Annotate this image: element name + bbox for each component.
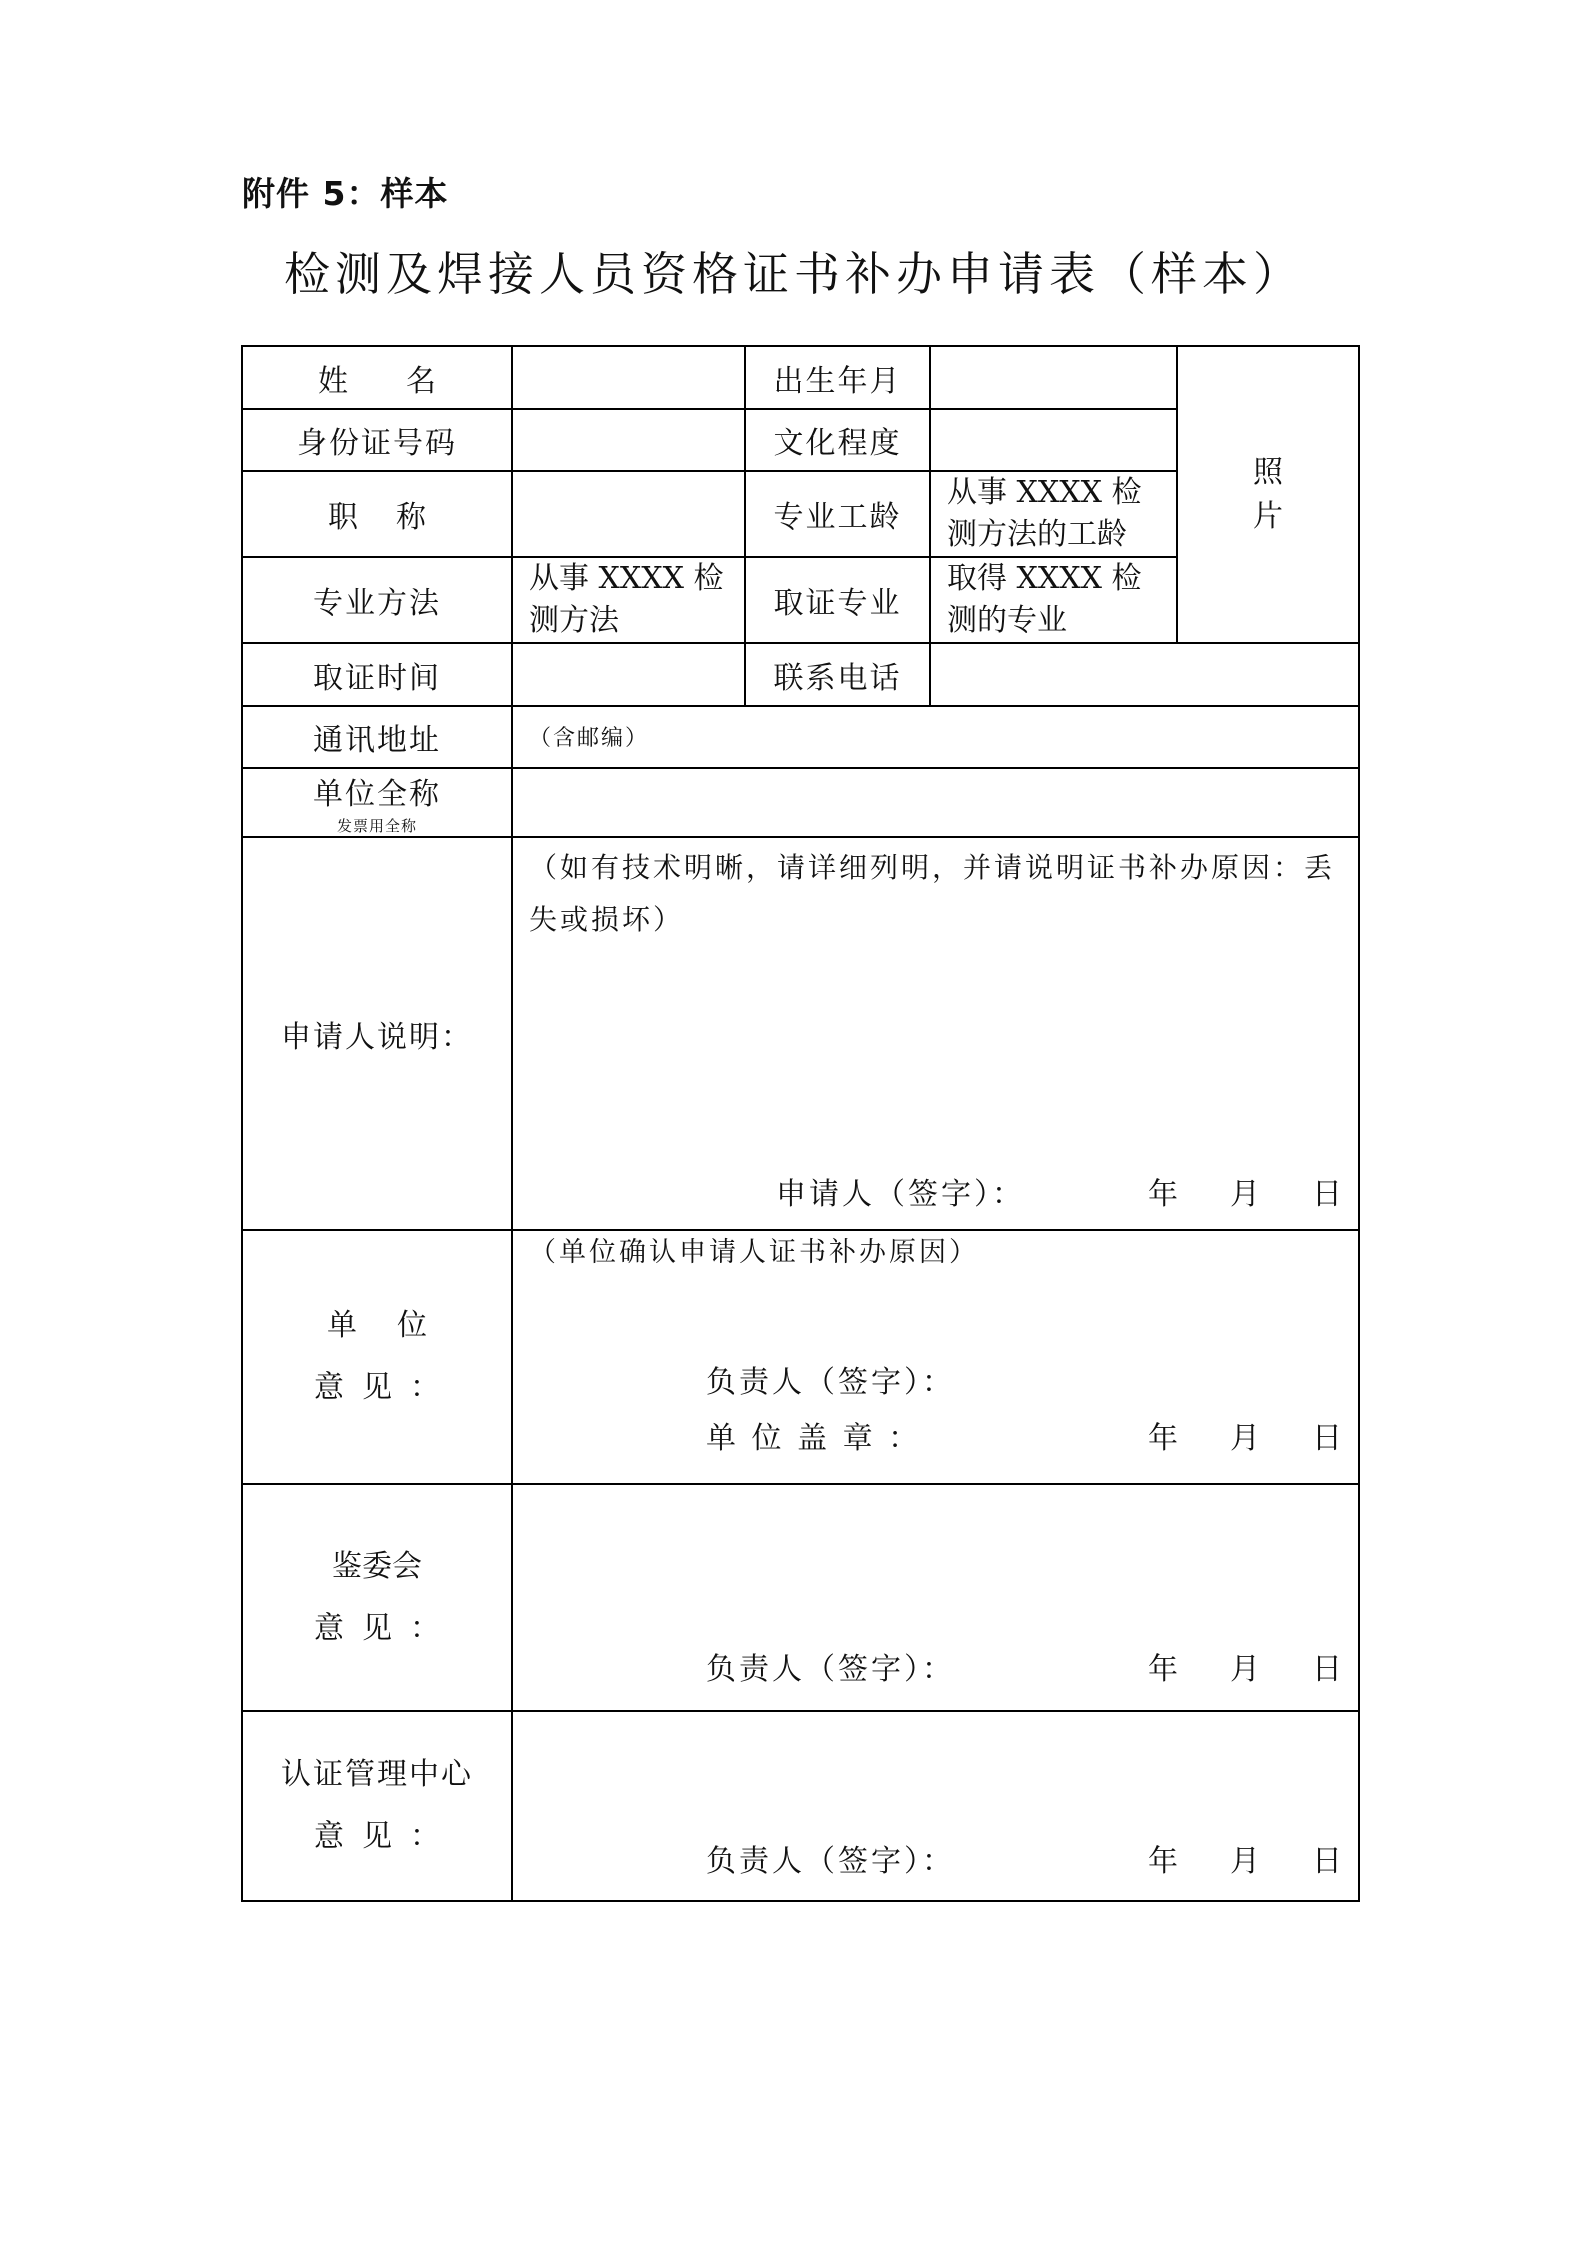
committee-opinion-label: [242, 1484, 512, 1711]
row-cert-time: [242, 643, 1359, 706]
committee-opinion-label-2: 意见：: [314, 1610, 458, 1646]
method-field[interactable]: 从事 XXXX 检测方法: [512, 557, 745, 643]
year-label: 年: [1148, 1652, 1178, 1687]
center-opinion-label-1: 认证管理中心: [281, 1757, 473, 1792]
applicant-hint: （如有技术明晰，请详细列明，并请说明证书补办原因：丢失或损坏）: [529, 851, 1336, 936]
birth-field[interactable]: [930, 346, 1177, 409]
center-opinion-label-2: 意见：: [314, 1819, 458, 1854]
row-applicant: [242, 837, 1359, 1230]
method-label: 专业方法: [242, 557, 512, 643]
address-hint: （含邮编）: [529, 725, 650, 751]
cert-time-field[interactable]: [512, 643, 745, 706]
center-opinion-field[interactable]: [512, 1711, 1359, 1901]
year-label: 年: [1148, 1177, 1178, 1212]
name-field[interactable]: [512, 346, 745, 409]
committee-opinion-field[interactable]: [512, 1484, 1359, 1711]
row-name: [242, 346, 1359, 409]
unit-opinion-date: [1096, 1413, 1342, 1457]
unit-opinion-signature: 负责人（签字）：: [706, 1365, 955, 1400]
attachment-label: 附件 5：样本: [242, 174, 449, 213]
day-label: 日: [1312, 1652, 1342, 1687]
unit-label-cell: [242, 768, 512, 837]
row-center-opinion: [242, 1711, 1359, 1901]
month-label: 月: [1230, 1177, 1260, 1212]
work-years-field[interactable]: 从事 XXXX 检测方法的工龄: [930, 471, 1177, 557]
year-label: 年: [1148, 1844, 1178, 1879]
address-field[interactable]: [512, 706, 1359, 768]
phone-field[interactable]: [930, 643, 1359, 706]
day-label: 日: [1312, 1421, 1342, 1456]
cert-major-label: 取证专业: [745, 557, 930, 643]
applicant-signature: 申请人（签字）：: [776, 1177, 1025, 1212]
row-committee-opinion: [242, 1484, 1359, 1711]
unit-opinion-label-2: 意见：: [314, 1370, 458, 1405]
center-opinion-signature: 负责人（签字）：: [706, 1844, 955, 1879]
unit-sublabel: 发票用全称: [336, 817, 417, 835]
birth-label: 出生年月: [745, 346, 930, 409]
unit-opinion-hint: （单位确认申请人证书补办原因）: [529, 1237, 979, 1268]
unit-stamp: 单 位 盖 章 ：: [706, 1421, 922, 1456]
work-years-label: 专业工龄: [745, 471, 930, 557]
center-opinion-date: [1096, 1836, 1342, 1880]
committee-opinion-label-1: 鉴委会: [332, 1548, 422, 1584]
application-form: [241, 345, 1360, 1902]
center-opinion-label: [242, 1711, 512, 1901]
form-title: 检测及焊接人员资格证书补办申请表（样本）: [284, 247, 1304, 301]
title-label: 职称: [242, 471, 512, 557]
photo-box[interactable]: [1177, 346, 1359, 643]
address-label: 通讯地址: [242, 706, 512, 768]
row-unit-opinion: [242, 1230, 1359, 1484]
year-label: 年: [1148, 1421, 1178, 1456]
unit-field[interactable]: [512, 768, 1359, 837]
cert-time-label: 取证时间: [242, 643, 512, 706]
applicant-date: [1096, 1169, 1342, 1213]
photo-label-2: 片: [1253, 498, 1283, 534]
row-unit: [242, 768, 1359, 837]
applicant-field[interactable]: [512, 837, 1359, 1230]
cert-major-field[interactable]: 取得 XXXX 检测的专业: [930, 557, 1177, 643]
unit-opinion-label-1: 单位: [327, 1308, 467, 1343]
unit-label: 单位全称: [313, 777, 441, 812]
unit-opinion-label: [242, 1230, 512, 1484]
photo-label-1: 照: [1253, 454, 1283, 490]
day-label: 日: [1312, 1177, 1342, 1212]
name-label: 姓名: [242, 346, 512, 409]
row-address: [242, 706, 1359, 768]
id-field[interactable]: [512, 409, 745, 471]
month-label: 月: [1230, 1421, 1260, 1456]
id-label: 身份证号码: [242, 409, 512, 471]
month-label: 月: [1230, 1652, 1260, 1687]
title-field[interactable]: [512, 471, 745, 557]
unit-opinion-field[interactable]: [512, 1230, 1359, 1484]
phone-label: 联系电话: [745, 643, 930, 706]
education-field[interactable]: [930, 409, 1177, 471]
applicant-label: 申请人说明：: [242, 837, 512, 1230]
education-label: 文化程度: [745, 409, 930, 471]
committee-opinion-date: [1096, 1644, 1342, 1688]
committee-opinion-signature: 负责人（签字）：: [706, 1652, 955, 1687]
day-label: 日: [1312, 1844, 1342, 1879]
month-label: 月: [1230, 1844, 1260, 1879]
